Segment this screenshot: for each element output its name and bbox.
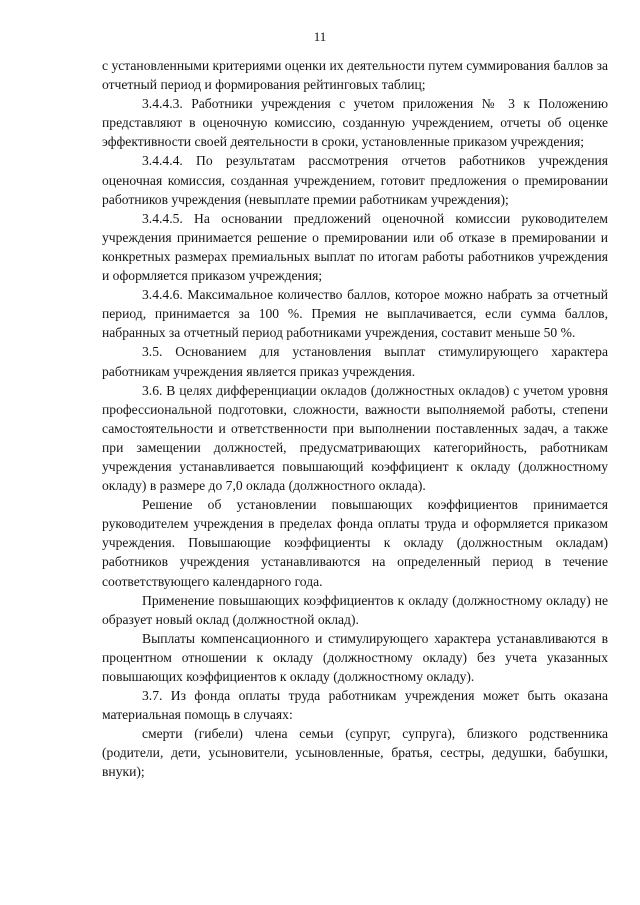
- paragraph-3-4-4-5: 3.4.4.5. На основании предложений оценочной комиссии руководителем учреждения принимается решение о премировании или об отказе в премировании и конкретных размерах премиальных выплат по итогам работы работников учреждения и оформляется приказом учреждения;: [102, 210, 608, 284]
- paragraph-3-4-4-4: 3.4.4.4. По результатам рассмотрения отчетов работников учреждения оценочная комиссия, созданная учреждением, готовит предложения о премировании работников учреждения (невыплате премии работникам учреждения);: [102, 153, 608, 207]
- paragraph-3-5: 3.5. Основанием для установления выплат стимулирующего характера работникам учреждения является приказ учреждения.: [102, 344, 608, 379]
- paragraph-3-4-4-3: 3.4.4.3. Работники учреждения с учетом приложения № 3 к Положению представляют в оценочную комиссию, созданную учреждением, отчеты об оценке эффективности своей деятельности в сроки, установленные приказом учреждения;: [102, 96, 608, 150]
- paragraph-3-4-4-6: 3.4.4.6. Максимальное количество баллов, которое можно набрать за отчетный период, принимается за 100 %. Премия не выплачивается, если сумма баллов, набранных за отчетный период работниками учреждения, составит меньше 50 %.: [102, 287, 608, 341]
- paragraph-3-7: 3.7. Из фонда оплаты труда работникам учреждения может быть оказана материальная помощь в случаях:: [102, 688, 608, 723]
- paragraph-coefficient-decision: Решение об установлении повышающих коэффициентов принимается руководителем учреждения в пределах фонда оплаты труда и оформляется приказом учреждения. Повышающие коэффициенты к окладу (должностным окладам) работников учреждения устанавливаются на определенный период в течение соответствующего календарного года.: [102, 497, 608, 589]
- page-number: 11: [313, 29, 327, 44]
- paragraph-continuation: с установленными критериями оценки их деятельности путем суммирования баллов за отчетный период и формирования рейтинговых таблиц;: [102, 58, 608, 93]
- document-body: [102, 56, 608, 782]
- paragraph-death-case: смерти (гибели) члена семьи (супруг, супруга), близкого родственника (родители, дети, усыновители, усыновленные, братья, сестры, дедушки, бабушки, внуки);: [102, 726, 608, 780]
- paragraph-3-6: 3.6. В целях дифференциации окладов (должностных окладов) с учетом уровня профессиональной подготовки, сложности, важности выполняемой работы, степени самостоятельности и ответственности при выполнении поставленных задач, а также при замещении должностей, предусматривающих категорийность, работникам учреждения устанавливается повышающий коэффициент к окладу (должностному окладу) в размере до 7,0 оклада (должностного оклада).: [102, 382, 608, 494]
- paragraph-coefficient-application: Применение повышающих коэффициентов к окладу (должностному окладу) не образует новый оклад (должностной оклад).: [102, 592, 608, 627]
- paragraph-compensation-payments: Выплаты компенсационного и стимулирующего характера устанавливаются в процентном отношении к окладу (должностному окладу) без учета указанных повышающих коэффициентов к окладу (должностному окладу).: [102, 630, 608, 684]
